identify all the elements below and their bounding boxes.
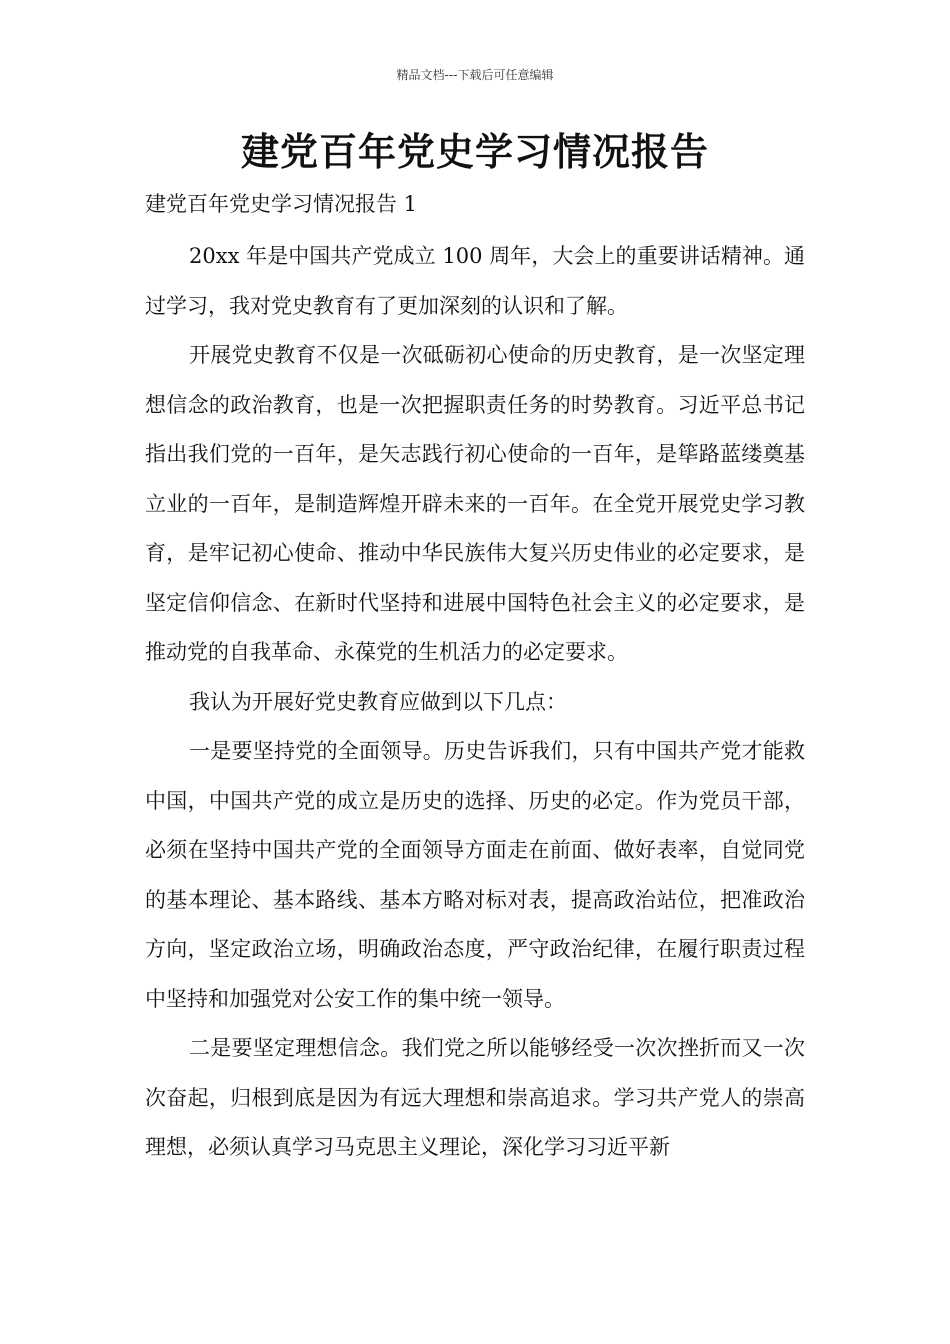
paragraph: 我认为开展好党史教育应做到以下几点：	[189, 689, 567, 714]
paragraph: 二是要坚定理想信念。我们党之所以能够经受一次次挫折而又一次次奋起，归根到底是因为有远大理想和崇高追求。学习共产党人的崇高理想，必须认真学习马克思主义理论，深化学习习近平新	[145, 1036, 805, 1159]
page-header-note: 精品文档---下载后可任意编辑	[396, 68, 554, 82]
document-title: 建党百年党史学习情况报告	[240, 130, 709, 174]
paragraph: 一是要坚持党的全面领导。历史告诉我们，只有中国共产党才能救中国，中国共产党的成立是历史的选择、历史的必定。作为党员干部，必须在坚持中国共产党的全面领导方面走在前面、做好表率，自觉同党的基本理论、基本路线、基本方略对标对表，提高政治站位，把准政治方向，坚定政治立场，明确政治态度，严守政治纪律，在履行职责过程中坚持和加强党对公安工作的集中统一领导。	[145, 739, 805, 1011]
paragraph: 20xx 年是中国共产党成立 100 周年，大会上的重要讲话精神。通过学习，我对党史教育有了更加深刻的认识和了解。	[145, 244, 805, 318]
document-subtitle: 建党百年党史学习情况报告 1	[145, 192, 418, 216]
paragraph: 开展党史教育不仅是一次砥砺初心使命的历史教育，是一次坚定理想信念的政治教育，也是一次把握职责任务的时势教育。习近平总书记指出我们党的一百年，是矢志践行初心使命的一百年，是筚路蓝缕奠基立业的一百年，是制造辉煌开辟未来的一百年。在全党开展党史学习教育，是牢记初心使命、推动中华民族伟大复兴历史伟业的必定要求，是坚定信仰信念、在新时代坚持和进展中国特色社会主义的必定要求，是推动党的自我革命、永葆党的生机活力的必定要求。	[145, 343, 805, 664]
document-body	[145, 180, 805, 1173]
